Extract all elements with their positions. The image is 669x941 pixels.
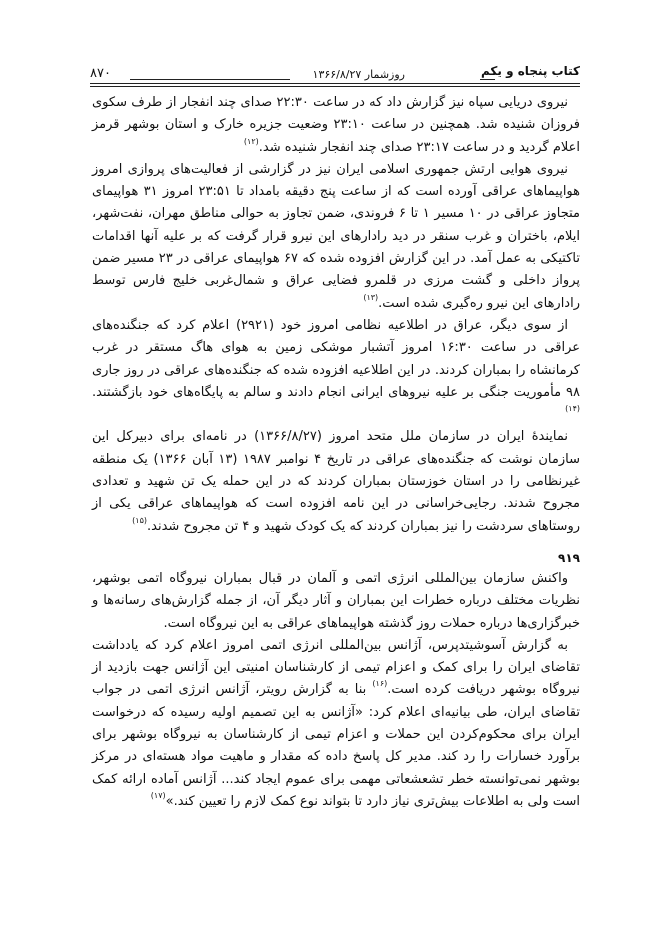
- paragraph-text: نیروی دریایی سپاه نیز گزارش داد که در ساعت ۲۲:۳۰ صدای چند انفجار از طرف سکوی فروزان شنیده شد. همچنین در ساعت ۲۳:۱۰ وضعیت جزیره خارک و استان بوشهر قرمز اعلام گردید و در ساعت ۲۳:۱۷ صدای چند انفجار شنیده شد.: [92, 95, 580, 155]
- paragraph: [92, 635, 580, 813]
- paragraph: [92, 92, 580, 159]
- page-number: ۸۷۰: [90, 66, 111, 81]
- paragraph: [92, 315, 580, 426]
- paragraphs-before-section: [92, 92, 580, 538]
- section-number: ۹۱۹: [558, 550, 580, 565]
- paragraph-text: نمایندهٔ ایران در سازمان ملل متحد امروز (۱۳۶۶/۸/۲۷) در نامه‌ای برای دبیرکل این سازمان نوشت که جنگنده‌های عراقی در تاریخ ۴ نوامبر ۱۹۸۷ (۱۳ آبان ۱۳۶۶) یک منطقه غیرنظامی را در استان خوزستان بمباران کردند که در این حمله یک تن شهید و تعدادی مجروح شدند. رجایی‌خراسانی در این نامه افزوده است که هواپیماهای عراقی یکی از روستاهای سردشت را نیز بمباران کردند که یک کودک شهید و ۴ تن مجروح شدند.: [92, 429, 580, 534]
- paragraph-text: از سوی دیگر، عراق در اطلاعیه نظامی امروز خود (۲۹۲۱) اعلام کرد که جنگنده‌های عراقی در ساعت ۱۶:۳۰ امروز آتشبار موشکی زمین به هوای هاگ مستقر در غرب کرمانشاه را بمباران کردند. در این اطلاعیه افزوده شده که جنگنده‌های عراقی در روز جاری ۹۸ مأموریت جنگی بر علیه نیروهای ایرانی انجام دادند و سالم به پایگاه‌های خود بازگشتند.: [92, 317, 580, 400]
- paragraph-text: واکنش سازمان بین‌المللی انرژی اتمی و آلمان در قبال بمباران نیروگاه اتمی بوشهر، نظریات مختلف درباره خطرات این بمباران و آثار دیگر آن، از جمله گزارش‌های رسانه‌ها و خبرگزاری‌ها درباره حملات روز گذشته هواپیماهای عراقی به این نیروگاه است.: [92, 570, 580, 631]
- header-leader-line: [130, 79, 290, 80]
- footnote-marker[interactable]: (۱۴): [565, 404, 580, 414]
- paragraph: [92, 426, 580, 537]
- header-double-rule: [90, 83, 580, 87]
- paragraph: [92, 159, 580, 315]
- running-header: [90, 62, 580, 84]
- page-body: [92, 92, 580, 813]
- section-paragraphs: [92, 568, 580, 813]
- paragraph-text: بنا به گزارش رویتر، آژانس انرژی اتمی در جواب تقاضای ایران، طی بیانیه‌ای اعلام کرد: «آژانس به این تصمیم اولیه رسیده که درخواست ایران برای محکوم‌کردن این حملات و اعزام تیمی از کارشناسان به نیروگاه بوشهر برای برآورد خسارات را رد کند. مدیر کل پاسخ داده که مقدار و ماهیت مواد هسته‌ای در مرکز بوشهر نمی‌توانسته خطر تشعشعاتی مهمی برای عموم ایجاد کند... آژانس آماده ارائه کمک است ولی به اطلاعات بیش‌تری نیاز دارد تا بتواند نوع کمک لازم را تعیین کند.»: [92, 682, 580, 809]
- diary-date: روزشمار ۱۳۶۶/۸/۲۷: [312, 68, 405, 81]
- footnote-marker[interactable]: (۱۲): [243, 136, 259, 146]
- book-title: کتاب پنجاه و یکم: [481, 64, 580, 78]
- footnote-marker[interactable]: (۱۳): [363, 292, 379, 302]
- footnote-marker[interactable]: (۱۵): [132, 515, 148, 525]
- paragraph-text: به گزارش آسوشیتدپرس، آژانس بین‌المللی انرژی اتمی امروز اعلام کرد که یادداشت تقاضای ایران را برای کمک و اعزام تیمی از کارشناسان امنیتی این آژانس جهت بازدید از نیروگاه بوشهر دریافت کرده است.: [92, 637, 580, 698]
- header-leader-line: [480, 79, 495, 80]
- paragraph-text: نیروی هوایی ارتش جمهوری اسلامی ایران نیز در گزارشی از فعالیت‌های پروازی امروز هواپیماهای عراقی آورده است که از ساعت پنج دقیقه بامداد تا ۲۳:۵۱ امروز ۳۱ هواپیمای متجاوز عراقی در ۱۰ مسیر ۱ تا ۶ فروندی، ضمن تجاوز به حوالی مناطق مهران، نفت‌شهر، ایلام، باختران و غرب سنقر در دید رادارهای این نیرو قرار گرفت که بر علیه آنها اقدامات تاکتیکی به عمل آمد. در این گزارش افزوده شده که ۶۷ هواپیمای عراقی در ۲۳ مسیر ضمن پرواز داخلی و گشت مرزی در قلمرو فضایی عراق و شمال‌غربی خلیج فارس توسط رادارهای این نیرو ره‌گیری شده است.: [92, 161, 581, 311]
- paragraph: [92, 568, 580, 635]
- footnote-marker[interactable]: (۱۶): [372, 679, 388, 689]
- footnote-marker[interactable]: (۱۷): [150, 790, 166, 800]
